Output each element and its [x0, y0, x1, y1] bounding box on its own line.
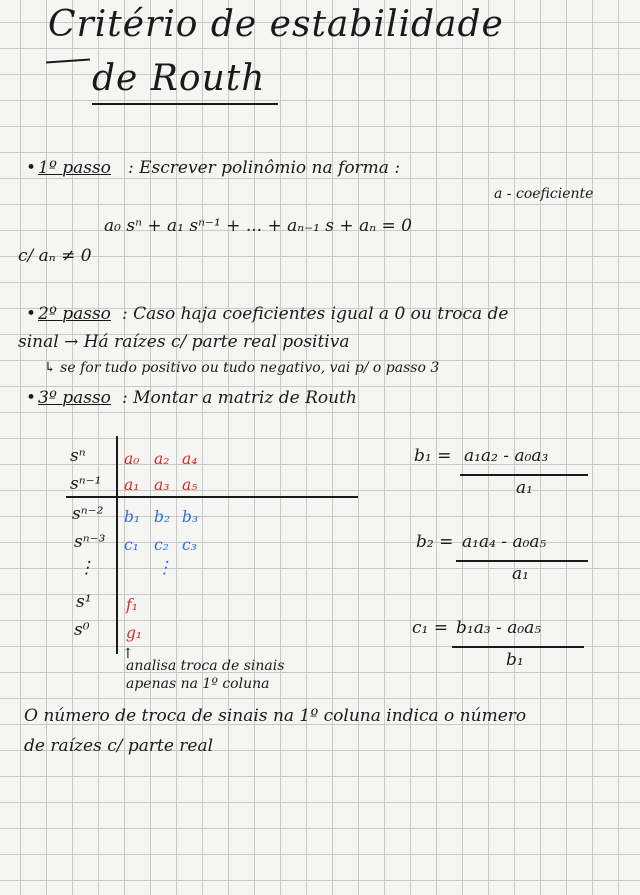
step1-polynomial: a₀ sⁿ + a₁ sⁿ⁻¹ + ... + aₙ₋₁ s + aₙ = 0 — [104, 216, 412, 236]
matrix-vertical-rule — [116, 436, 118, 654]
formula-b2-lhs: b₂ = — [416, 532, 454, 552]
matrix-cell: a₀ — [124, 450, 140, 468]
formula-c1-lhs: c₁ = — [412, 618, 448, 638]
title-underline-1 — [46, 58, 90, 63]
matrix-cell: a₂ — [154, 450, 170, 468]
step1-label: 1º passo — [38, 158, 111, 178]
step2-line-3: ↳ se for tudo positivo ou tudo negativo, vai p/ o passo 3 — [44, 360, 440, 376]
annotation-line-2: apenas na 1º coluna — [126, 676, 270, 692]
step2-text: : Caso haja coeficientes igual a 0 ou troca de — [122, 304, 509, 324]
matrix-cell: g₁ — [126, 624, 143, 642]
title-underline-2 — [92, 103, 278, 105]
step2-bullet: • — [26, 304, 37, 324]
formula-b2-numerator: a₁a₄ - a₀a₅ — [462, 532, 547, 552]
matrix-power: sⁿ⁻² — [72, 504, 104, 524]
matrix-cell: a₄ — [182, 450, 198, 468]
step2-label: 2º passo — [38, 304, 111, 324]
step3-bullet: • — [26, 388, 37, 408]
step1-text: : Escrever polinômio na forma : — [128, 158, 401, 178]
formula-b1-numerator: a₁a₂ - a₀a₃ — [464, 446, 549, 466]
formula-c1-fraction-bar — [452, 646, 584, 648]
matrix-cell: b₂ — [154, 508, 171, 526]
matrix-power: sⁿ⁻¹ — [70, 474, 102, 494]
annotation-arrow: ↑ — [122, 646, 134, 662]
conclusion-line-1: O número de troca de sinais na 1º coluna indica o número — [24, 706, 527, 726]
step2-line-2: sinal → Há raízes c/ parte real positiva — [18, 332, 350, 352]
matrix-power: sⁿ — [70, 446, 86, 466]
conclusion-line-2: de raízes c/ parte real — [24, 736, 214, 756]
matrix-cell: b₁ — [124, 508, 141, 526]
title-line-1: Critério de estabilidade — [48, 4, 504, 45]
matrix-cell: a₅ — [182, 476, 198, 494]
formula-c1-denominator: b₁ — [506, 650, 524, 670]
step1-bullet: • — [26, 158, 37, 178]
matrix-cell: b₃ — [182, 508, 199, 526]
matrix-cell: a₃ — [154, 476, 170, 494]
formula-b1-fraction-bar — [460, 474, 588, 476]
matrix-cell: c₁ — [124, 536, 139, 554]
formula-b2-fraction-bar — [456, 560, 588, 562]
formula-c1-numerator: b₁a₃ - a₀a₅ — [456, 618, 542, 638]
matrix-power: s⁰ — [74, 620, 90, 640]
matrix-cell: c₂ — [154, 536, 169, 554]
formula-b2-denominator: a₁ — [512, 564, 529, 584]
matrix-power: sⁿ⁻³ — [74, 532, 106, 552]
matrix-power: s¹ — [76, 592, 92, 612]
matrix-power: ⋮ — [78, 558, 95, 578]
matrix-cell: ⋮ — [156, 558, 173, 578]
step3-label: 3º passo — [38, 388, 111, 408]
step3-text: : Montar a matriz de Routh — [122, 388, 357, 408]
matrix-cell: a₁ — [124, 476, 140, 494]
matrix-cell: f₁ — [126, 596, 138, 614]
formula-b1-lhs: b₁ = — [414, 446, 452, 466]
formula-b1-denominator: a₁ — [516, 478, 533, 498]
step1-note: a - coeficiente — [494, 186, 594, 202]
title-line-2: de Routh — [92, 58, 266, 99]
matrix-cell: c₃ — [182, 536, 197, 554]
matrix-horizontal-rule — [66, 496, 358, 498]
step1-condition: c/ aₙ ≠ 0 — [18, 246, 92, 266]
annotation-line-1: analisa troca de sinais — [126, 658, 285, 674]
